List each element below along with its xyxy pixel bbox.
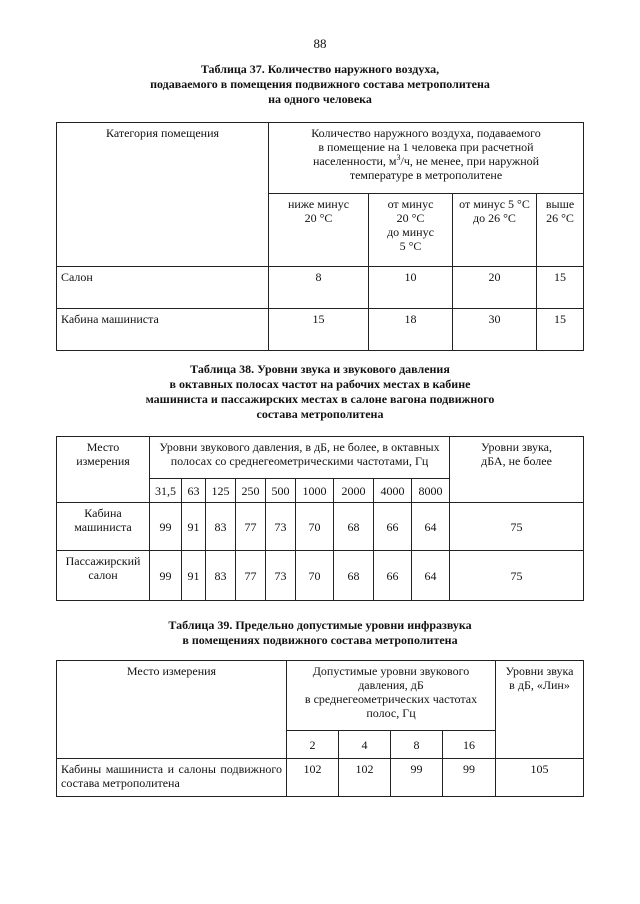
table-cell: 75 [450, 503, 584, 551]
table37 [56, 122, 584, 351]
frequency-header: 1000 [296, 479, 334, 503]
table39-header-pressure-levels: Допустимые уровни звукового давления, дБ в среднегеометрических частотах полос, Гц [287, 661, 496, 731]
table-cell: 64 [412, 503, 450, 551]
table38-header-place: Место измерения [57, 437, 150, 503]
table37-row-label: Салон [57, 267, 269, 309]
table-cell: 68 [334, 551, 374, 601]
table39-header-sound-level: Уровни звука в дБ, «Лин» [496, 661, 584, 759]
table-cell: 68 [334, 503, 374, 551]
table-cell: 99 [150, 503, 182, 551]
table-cell: 77 [236, 503, 266, 551]
table38-header-pressure-levels: Уровни звукового давления, в дБ, не более, в октавных полосах со среднегеометрическими частотами, Гц [150, 437, 450, 479]
table-cell: 99 [150, 551, 182, 601]
table39-row-label: Кабины машиниста и салоны подвижного состава метрополитена [57, 759, 287, 797]
frequency-header: 2 [287, 731, 339, 759]
table-cell: 83 [206, 503, 236, 551]
table-cell: 105 [496, 759, 584, 797]
table37-row-label: Кабина машиниста [57, 309, 269, 351]
table38-title: Таблица 38. Уровни звука и звукового давления в октавных полосах частот на рабочих местах в кабине машиниста и пассажирских местах в салоне вагона подвижного состава метрополитена [145, 362, 495, 421]
table-row [57, 267, 584, 309]
table-row [57, 759, 584, 797]
table-cell: 15 [269, 309, 369, 351]
frequency-header: 16 [443, 731, 496, 759]
table38-row-label: Пассажирский салон [57, 551, 150, 601]
frequency-header: 8 [391, 731, 443, 759]
table37-subheader-above-26: выше 26 °С [537, 194, 584, 267]
table-cell: 99 [443, 759, 496, 797]
table-cell: 91 [182, 551, 206, 601]
table-cell: 73 [266, 551, 296, 601]
table-row [57, 503, 584, 551]
table37-subheader-minus-20-to-minus-5: от минус 20 °С до минус 5 °С [369, 194, 453, 267]
table-cell: 102 [287, 759, 339, 797]
table-cell: 77 [236, 551, 266, 601]
page-number: 88 [313, 36, 327, 51]
table38-header-sound-level: Уровни звука, дБА, не более [450, 437, 584, 503]
table-cell: 30 [453, 309, 537, 351]
table37-subheader-below-minus-20: ниже минус 20 °С [269, 194, 369, 267]
table-cell: 20 [453, 267, 537, 309]
table-cell: 18 [369, 309, 453, 351]
table-cell: 15 [537, 309, 584, 351]
table39-title: Таблица 39. Предельно допустимые уровни инфразвука в помещениях подвижного состава метрополитена [168, 618, 472, 647]
table39-header-place: Место измерения [57, 661, 287, 759]
table-cell: 83 [206, 551, 236, 601]
table37-subheader-minus-5-to-26: от минус 5 °С до 26 °С [453, 194, 537, 267]
table-cell: 99 [391, 759, 443, 797]
table-cell: 102 [339, 759, 391, 797]
table37-title: Таблица 37. Количество наружного воздуха, подаваемого в помещения подвижного состава метрополитена на одного человека [150, 62, 490, 106]
frequency-header: 500 [266, 479, 296, 503]
table-row [57, 551, 584, 601]
frequency-header: 125 [206, 479, 236, 503]
table-cell: 66 [374, 551, 412, 601]
frequency-header: 63 [182, 479, 206, 503]
table-cell: 10 [369, 267, 453, 309]
table-cell: 15 [537, 267, 584, 309]
table38-row-label: Кабина машиниста [57, 503, 150, 551]
table38 [56, 436, 584, 601]
frequency-header: 4000 [374, 479, 412, 503]
frequency-header: 31,5 [150, 479, 182, 503]
table-cell: 73 [266, 503, 296, 551]
frequency-header: 8000 [412, 479, 450, 503]
table39 [56, 660, 584, 797]
table-cell: 70 [296, 503, 334, 551]
table-cell: 91 [182, 503, 206, 551]
table-cell: 70 [296, 551, 334, 601]
table-cell: 8 [269, 267, 369, 309]
table37-header-air-quantity: Количество наружного воздуха, подаваемого в помещение на 1 человека при расчетной населенности, $м^3/ч$, не менее, при наружной температуре в метрополитене [269, 123, 584, 194]
table-row [57, 309, 584, 351]
table37-header-category: Категория помещения [57, 123, 269, 267]
table-cell: 66 [374, 503, 412, 551]
frequency-header: 2000 [334, 479, 374, 503]
table-cell: 64 [412, 551, 450, 601]
table-cell: 75 [450, 551, 584, 601]
frequency-header: 4 [339, 731, 391, 759]
frequency-header: 250 [236, 479, 266, 503]
